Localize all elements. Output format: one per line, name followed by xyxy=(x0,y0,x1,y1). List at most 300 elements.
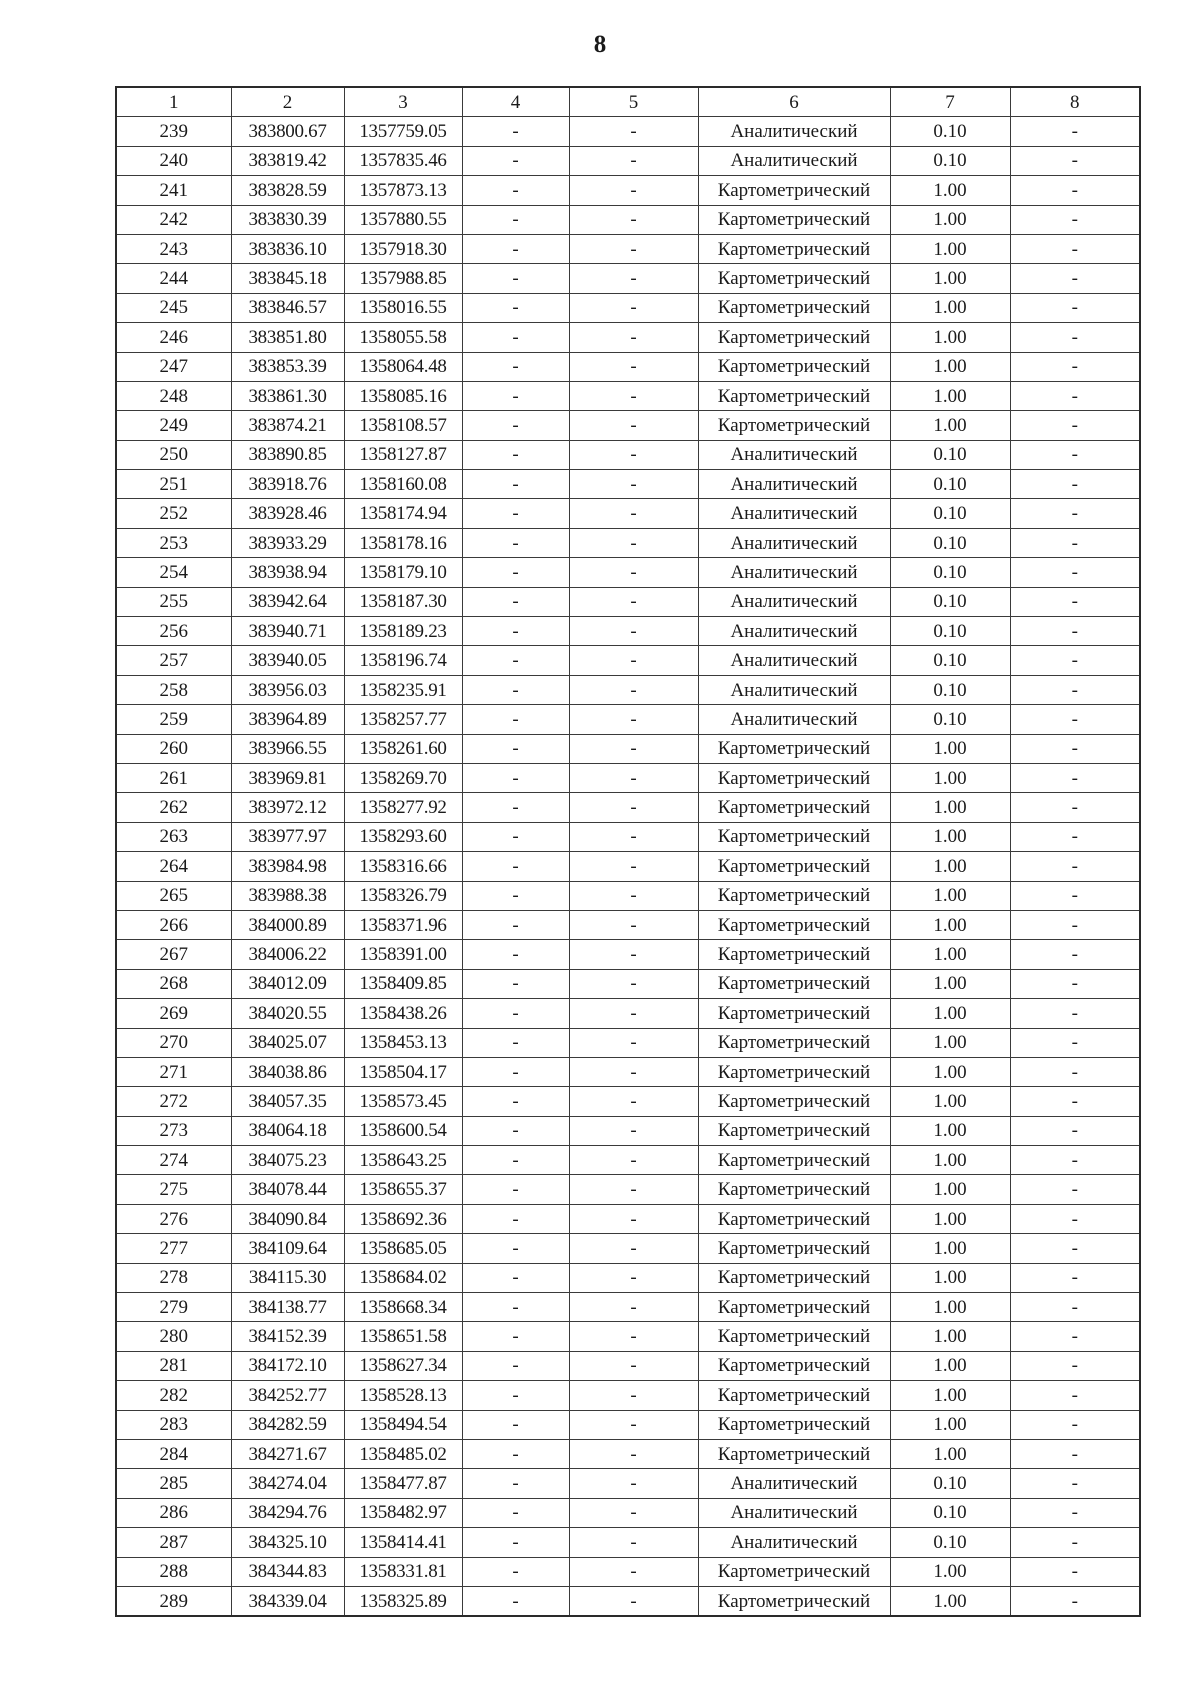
table-cell: Картометрический xyxy=(698,910,890,939)
table-cell: Аналитический xyxy=(698,646,890,675)
table-cell: 278 xyxy=(116,1263,231,1292)
table-cell: 383853.39 xyxy=(231,352,344,381)
table-cell: - xyxy=(569,1498,698,1527)
table-cell: - xyxy=(1010,1498,1140,1527)
table-cell: 1358655.37 xyxy=(344,1175,462,1204)
table-cell: Аналитический xyxy=(698,617,890,646)
table-cell: 1357873.13 xyxy=(344,176,462,205)
table-cell: - xyxy=(1010,1146,1140,1175)
table-cell: - xyxy=(569,411,698,440)
table-cell: - xyxy=(569,852,698,881)
table-cell: 1358600.54 xyxy=(344,1116,462,1145)
table-cell: - xyxy=(1010,1410,1140,1439)
table-cell: - xyxy=(569,1204,698,1233)
table-cell: 383938.94 xyxy=(231,558,344,587)
table-cell: 260 xyxy=(116,734,231,763)
table-cell: - xyxy=(569,1381,698,1410)
table-cell: 1358108.57 xyxy=(344,411,462,440)
table-cell: 1358325.89 xyxy=(344,1586,462,1616)
table-body xyxy=(116,117,1140,1616)
table-cell: 383890.85 xyxy=(231,440,344,469)
table-cell: 384038.86 xyxy=(231,1057,344,1086)
table-row xyxy=(116,646,1140,675)
table-cell: 1.00 xyxy=(890,1586,1010,1616)
table-row xyxy=(116,910,1140,939)
table-cell: - xyxy=(569,793,698,822)
table-cell: 1358174.94 xyxy=(344,499,462,528)
table-cell: 1358064.48 xyxy=(344,352,462,381)
table-cell: 384064.18 xyxy=(231,1116,344,1145)
table-cell: 384000.89 xyxy=(231,910,344,939)
table-cell: 241 xyxy=(116,176,231,205)
table-cell: - xyxy=(462,1469,569,1498)
table-cell: 0.10 xyxy=(890,499,1010,528)
table-cell: 283 xyxy=(116,1410,231,1439)
table-cell: - xyxy=(462,1322,569,1351)
table-cell: Аналитический xyxy=(698,117,890,146)
table-cell: - xyxy=(462,1204,569,1233)
table-cell: - xyxy=(462,293,569,322)
table-cell: - xyxy=(1010,1057,1140,1086)
table-cell: 288 xyxy=(116,1557,231,1586)
table-cell: - xyxy=(569,705,698,734)
table-cell: 1358277.92 xyxy=(344,793,462,822)
table-cell: 1.00 xyxy=(890,205,1010,234)
table-cell: 261 xyxy=(116,763,231,792)
table-cell: Аналитический xyxy=(698,675,890,704)
table-cell: - xyxy=(1010,705,1140,734)
table-cell: 1358016.55 xyxy=(344,293,462,322)
table-cell: Картометрический xyxy=(698,1234,890,1263)
table-cell: 1358627.34 xyxy=(344,1351,462,1380)
table-row xyxy=(116,1057,1140,1086)
table-cell: Картометрический xyxy=(698,1439,890,1468)
table-row xyxy=(116,734,1140,763)
table-cell: 1358573.45 xyxy=(344,1087,462,1116)
table-cell: Картометрический xyxy=(698,1351,890,1380)
table-cell: 1358179.10 xyxy=(344,558,462,587)
table-row xyxy=(116,763,1140,792)
column-header: 7 xyxy=(890,87,1010,117)
table-cell: 284 xyxy=(116,1439,231,1468)
table-cell: 240 xyxy=(116,146,231,175)
column-header: 1 xyxy=(116,87,231,117)
table-cell: 1.00 xyxy=(890,1293,1010,1322)
table-cell: - xyxy=(462,1586,569,1616)
table-cell: 383984.98 xyxy=(231,852,344,881)
table-cell: Картометрический xyxy=(698,763,890,792)
table-cell: - xyxy=(569,587,698,616)
table-cell: 1.00 xyxy=(890,176,1010,205)
table-cell: 383836.10 xyxy=(231,234,344,263)
table-cell: - xyxy=(1010,499,1140,528)
table-cell: 0.10 xyxy=(890,528,1010,557)
table-cell: - xyxy=(462,528,569,557)
table-cell: 383828.59 xyxy=(231,176,344,205)
table-cell: - xyxy=(569,1146,698,1175)
table-cell: 1358528.13 xyxy=(344,1381,462,1410)
table-cell: 0.10 xyxy=(890,440,1010,469)
table-cell: - xyxy=(462,1116,569,1145)
table-cell: - xyxy=(462,1146,569,1175)
table-cell: - xyxy=(462,117,569,146)
table-cell: 0.10 xyxy=(890,558,1010,587)
table-cell: 255 xyxy=(116,587,231,616)
table-cell: - xyxy=(1010,411,1140,440)
table-cell: - xyxy=(569,1234,698,1263)
table-cell: - xyxy=(569,470,698,499)
table-cell: - xyxy=(462,793,569,822)
table-cell: 271 xyxy=(116,1057,231,1086)
table-cell: - xyxy=(569,1439,698,1468)
table-cell: Картометрический xyxy=(698,1028,890,1057)
table-row xyxy=(116,1175,1140,1204)
table-cell: 1.00 xyxy=(890,881,1010,910)
table-cell: 1.00 xyxy=(890,910,1010,939)
table-cell: 0.10 xyxy=(890,1469,1010,1498)
table-cell: 1357918.30 xyxy=(344,234,462,263)
table-cell: - xyxy=(462,734,569,763)
table-row xyxy=(116,558,1140,587)
table-cell: 257 xyxy=(116,646,231,675)
table-cell: 276 xyxy=(116,1204,231,1233)
table-cell: Картометрический xyxy=(698,293,890,322)
table-cell: 383988.38 xyxy=(231,881,344,910)
table-cell: - xyxy=(1010,205,1140,234)
table-row xyxy=(116,1586,1140,1616)
table-row xyxy=(116,499,1140,528)
table-cell: Аналитический xyxy=(698,705,890,734)
table-cell: 275 xyxy=(116,1175,231,1204)
table-cell: 250 xyxy=(116,440,231,469)
table-cell: 1.00 xyxy=(890,1351,1010,1380)
table-row xyxy=(116,1439,1140,1468)
table-cell: 264 xyxy=(116,852,231,881)
table-cell: - xyxy=(569,1263,698,1292)
table-row xyxy=(116,1410,1140,1439)
table-cell: - xyxy=(462,1263,569,1292)
table-cell: - xyxy=(569,940,698,969)
table-cell: Картометрический xyxy=(698,1293,890,1322)
table-cell: 287 xyxy=(116,1528,231,1557)
table-cell: 1358127.87 xyxy=(344,440,462,469)
table-cell: 248 xyxy=(116,381,231,410)
table-cell: 384325.10 xyxy=(231,1528,344,1557)
table-cell: - xyxy=(569,881,698,910)
table-cell: - xyxy=(462,822,569,851)
table-cell: 384012.09 xyxy=(231,969,344,998)
column-header: 3 xyxy=(344,87,462,117)
table-cell: - xyxy=(462,1528,569,1557)
table-row xyxy=(116,205,1140,234)
table-cell: - xyxy=(1010,381,1140,410)
table-cell: 1.00 xyxy=(890,999,1010,1028)
table-cell: - xyxy=(1010,734,1140,763)
table-cell: 383972.12 xyxy=(231,793,344,822)
table-row xyxy=(116,1116,1140,1145)
table-cell: - xyxy=(1010,470,1140,499)
table-cell: - xyxy=(569,117,698,146)
table-cell: 383861.30 xyxy=(231,381,344,410)
table-cell: Картометрический xyxy=(698,1381,890,1410)
table-cell: Картометрический xyxy=(698,940,890,969)
table-cell: 1.00 xyxy=(890,1410,1010,1439)
table-cell: - xyxy=(1010,1586,1140,1616)
table-row xyxy=(116,411,1140,440)
table-cell: 1.00 xyxy=(890,381,1010,410)
table-row xyxy=(116,264,1140,293)
table-cell: Картометрический xyxy=(698,1557,890,1586)
table-cell: 1.00 xyxy=(890,1028,1010,1057)
table-cell: - xyxy=(569,617,698,646)
table-cell: - xyxy=(569,146,698,175)
table-cell: 246 xyxy=(116,323,231,352)
table-cell: 259 xyxy=(116,705,231,734)
table-cell: - xyxy=(1010,117,1140,146)
table-cell: 384339.04 xyxy=(231,1586,344,1616)
table-cell: 266 xyxy=(116,910,231,939)
table-cell: - xyxy=(1010,352,1140,381)
table-cell: 1357835.46 xyxy=(344,146,462,175)
table-cell: 384057.35 xyxy=(231,1087,344,1116)
table-cell: 1.00 xyxy=(890,1146,1010,1175)
table-cell: Картометрический xyxy=(698,793,890,822)
table-cell: - xyxy=(569,646,698,675)
table-cell: - xyxy=(569,1087,698,1116)
table-cell: 1.00 xyxy=(890,1204,1010,1233)
table-cell: - xyxy=(1010,910,1140,939)
table-cell: 0.10 xyxy=(890,117,1010,146)
table-cell: 289 xyxy=(116,1586,231,1616)
table-cell: - xyxy=(569,323,698,352)
table-cell: - xyxy=(569,763,698,792)
table-cell: - xyxy=(462,1175,569,1204)
table-cell: - xyxy=(569,293,698,322)
table-cell: - xyxy=(462,176,569,205)
table-cell: 1358685.05 xyxy=(344,1234,462,1263)
table-cell: Картометрический xyxy=(698,1116,890,1145)
table-cell: - xyxy=(1010,1116,1140,1145)
table-cell: 249 xyxy=(116,411,231,440)
table-cell: Аналитический xyxy=(698,146,890,175)
table-cell: 383969.81 xyxy=(231,763,344,792)
table-cell: - xyxy=(1010,881,1140,910)
table-row xyxy=(116,1557,1140,1586)
table-cell: - xyxy=(1010,264,1140,293)
table-row xyxy=(116,381,1140,410)
table-cell: Картометрический xyxy=(698,734,890,763)
table-row xyxy=(116,822,1140,851)
table-row xyxy=(116,176,1140,205)
table-cell: 384115.30 xyxy=(231,1263,344,1292)
table-cell: 1358391.00 xyxy=(344,940,462,969)
table-cell: 274 xyxy=(116,1146,231,1175)
table-cell: 282 xyxy=(116,1381,231,1410)
table-cell: 245 xyxy=(116,293,231,322)
table-cell: 251 xyxy=(116,470,231,499)
table-cell: - xyxy=(1010,1439,1140,1468)
table-cell: 1.00 xyxy=(890,1057,1010,1086)
table-cell: - xyxy=(462,999,569,1028)
table-cell: - xyxy=(1010,1175,1140,1204)
table-cell: Картометрический xyxy=(698,1175,890,1204)
table-cell: - xyxy=(1010,1528,1140,1557)
table-row xyxy=(116,323,1140,352)
table-cell: - xyxy=(569,499,698,528)
table-cell: Аналитический xyxy=(698,558,890,587)
table-cell: Картометрический xyxy=(698,999,890,1028)
table-cell: Картометрический xyxy=(698,234,890,263)
table-cell: 262 xyxy=(116,793,231,822)
table-row xyxy=(116,1234,1140,1263)
table-cell: 384090.84 xyxy=(231,1204,344,1233)
table-header-row xyxy=(116,87,1140,117)
table-cell: - xyxy=(1010,1351,1140,1380)
table-cell: 263 xyxy=(116,822,231,851)
table-cell: Картометрический xyxy=(698,1146,890,1175)
table-cell: 1358651.58 xyxy=(344,1322,462,1351)
table-cell: - xyxy=(1010,852,1140,881)
table-cell: 1.00 xyxy=(890,1381,1010,1410)
table-cell: 265 xyxy=(116,881,231,910)
table-cell: 383928.46 xyxy=(231,499,344,528)
table-cell: - xyxy=(1010,793,1140,822)
table-cell: 252 xyxy=(116,499,231,528)
table-cell: 270 xyxy=(116,1028,231,1057)
table-cell: Картометрический xyxy=(698,1322,890,1351)
table-cell: - xyxy=(462,205,569,234)
table-cell: - xyxy=(569,205,698,234)
table-cell: - xyxy=(1010,1469,1140,1498)
table-cell: 383940.05 xyxy=(231,646,344,675)
table-cell: 1.00 xyxy=(890,411,1010,440)
table-cell: - xyxy=(1010,675,1140,704)
table-cell: - xyxy=(1010,1263,1140,1292)
table-cell: Аналитический xyxy=(698,1528,890,1557)
table-cell: - xyxy=(462,470,569,499)
table-cell: 1357880.55 xyxy=(344,205,462,234)
table-cell: 1358482.97 xyxy=(344,1498,462,1527)
table-cell: - xyxy=(569,1028,698,1057)
table-cell: 1358189.23 xyxy=(344,617,462,646)
table-row xyxy=(116,234,1140,263)
table-cell: 0.10 xyxy=(890,1528,1010,1557)
table-cell: 383942.64 xyxy=(231,587,344,616)
table-cell: 1358692.36 xyxy=(344,1204,462,1233)
table-cell: - xyxy=(1010,1087,1140,1116)
table-row xyxy=(116,1028,1140,1057)
table-cell: 281 xyxy=(116,1351,231,1380)
table-cell: 383933.29 xyxy=(231,528,344,557)
table-cell: - xyxy=(1010,1204,1140,1233)
table-row xyxy=(116,1498,1140,1527)
table-cell: 1.00 xyxy=(890,264,1010,293)
table-cell: 256 xyxy=(116,617,231,646)
table-cell: Картометрический xyxy=(698,1263,890,1292)
table-cell: - xyxy=(462,1439,569,1468)
table-cell: 1.00 xyxy=(890,293,1010,322)
table-row xyxy=(116,1293,1140,1322)
table-cell: - xyxy=(1010,646,1140,675)
table-cell: - xyxy=(462,881,569,910)
table-cell: - xyxy=(1010,1234,1140,1263)
table-cell: - xyxy=(1010,1028,1140,1057)
table-cell: - xyxy=(462,763,569,792)
table-row xyxy=(116,587,1140,616)
table-cell: Картометрический xyxy=(698,1204,890,1233)
table-cell: 383819.42 xyxy=(231,146,344,175)
table-cell: 0.10 xyxy=(890,146,1010,175)
table-row xyxy=(116,528,1140,557)
table-cell: Аналитический xyxy=(698,587,890,616)
table-cell: 1.00 xyxy=(890,940,1010,969)
table-cell: 383918.76 xyxy=(231,470,344,499)
table-row xyxy=(116,1087,1140,1116)
table-cell: 1.00 xyxy=(890,1175,1010,1204)
table-cell: 1.00 xyxy=(890,969,1010,998)
table-row xyxy=(116,705,1140,734)
table-cell: Картометрический xyxy=(698,352,890,381)
table-row xyxy=(116,1263,1140,1292)
table-cell: 1357759.05 xyxy=(344,117,462,146)
table-cell: - xyxy=(462,234,569,263)
table-cell: - xyxy=(1010,969,1140,998)
table-cell: Картометрический xyxy=(698,381,890,410)
table-cell: 1.00 xyxy=(890,323,1010,352)
table-cell: Картометрический xyxy=(698,881,890,910)
table-cell: - xyxy=(569,1322,698,1351)
table-cell: - xyxy=(569,528,698,557)
table-row xyxy=(116,1469,1140,1498)
table-cell: - xyxy=(462,440,569,469)
column-header: 4 xyxy=(462,87,569,117)
table-cell: - xyxy=(462,411,569,440)
table-cell: - xyxy=(462,558,569,587)
table-cell: - xyxy=(462,264,569,293)
table-cell: 244 xyxy=(116,264,231,293)
table-cell: - xyxy=(569,558,698,587)
table-row xyxy=(116,793,1140,822)
table-cell: 1.00 xyxy=(890,1087,1010,1116)
table-cell: 0.10 xyxy=(890,705,1010,734)
table-cell: 1358684.02 xyxy=(344,1263,462,1292)
table-cell: - xyxy=(569,381,698,410)
table-cell: - xyxy=(1010,440,1140,469)
table-cell: - xyxy=(462,1087,569,1116)
table-cell: 383964.89 xyxy=(231,705,344,734)
table-cell: - xyxy=(1010,763,1140,792)
table-cell: 242 xyxy=(116,205,231,234)
table-cell: - xyxy=(462,675,569,704)
table-cell: 247 xyxy=(116,352,231,381)
table-cell: 383966.55 xyxy=(231,734,344,763)
table-cell: - xyxy=(462,617,569,646)
table-cell: 1358668.34 xyxy=(344,1293,462,1322)
table-cell: Картометрический xyxy=(698,969,890,998)
column-header: 5 xyxy=(569,87,698,117)
table-cell: - xyxy=(462,1498,569,1527)
table-row xyxy=(116,1204,1140,1233)
table-cell: - xyxy=(462,323,569,352)
table-cell: 1358196.74 xyxy=(344,646,462,675)
table-row xyxy=(116,881,1140,910)
table-cell: Картометрический xyxy=(698,323,890,352)
table-cell: - xyxy=(569,1057,698,1086)
table-cell: 384109.64 xyxy=(231,1234,344,1263)
table-cell: - xyxy=(462,1557,569,1586)
table-cell: 1358438.26 xyxy=(344,999,462,1028)
table-cell: Картометрический xyxy=(698,411,890,440)
